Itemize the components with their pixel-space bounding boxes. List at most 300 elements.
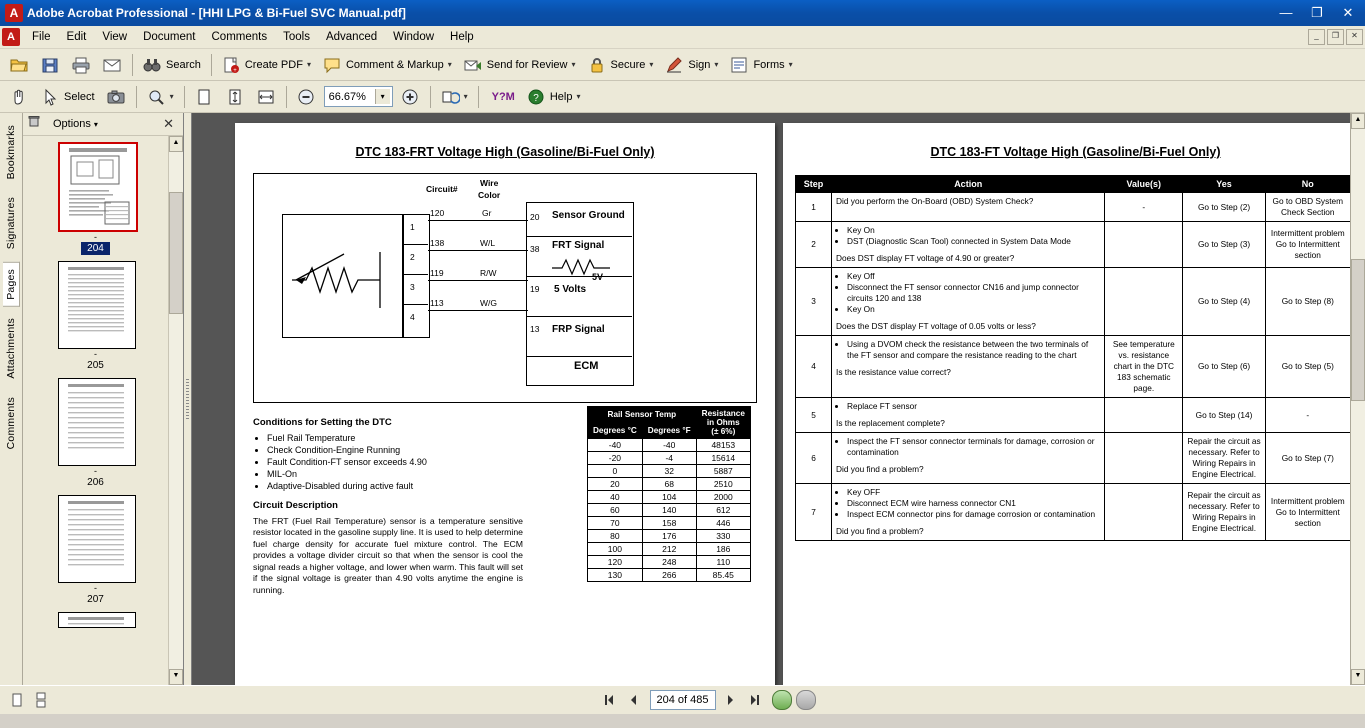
search-button[interactable] — [137, 51, 206, 78]
circuit-description-heading: Circuit Description — [253, 500, 338, 511]
diagnostic-steps-table — [795, 175, 1350, 541]
wire-color-wg: W/G — [480, 298, 497, 308]
email-button[interactable] — [97, 51, 127, 78]
action-bullet: • Inspect the FT sensor connector terminals for damage, corrosion or contamination — [847, 436, 1100, 458]
cell-ohms: 2510 — [696, 478, 750, 491]
page-layout-single-button[interactable] — [6, 689, 28, 711]
header-yes: Yes — [1183, 176, 1266, 193]
signal-frt: FRT Signal — [552, 240, 605, 251]
cell-ohms: 48153 — [696, 439, 750, 452]
signal-sensor-ground: Sensor Ground — [552, 210, 625, 221]
scrollbar-thumb[interactable] — [1351, 259, 1365, 401]
thumbnail-image — [58, 142, 138, 232]
header-values: Value(s) — [1105, 176, 1183, 193]
zoom-in-button[interactable] — [395, 83, 425, 110]
chevron-down-icon[interactable]: ▾ — [571, 60, 576, 69]
thumbnail-list[interactable] — [23, 136, 168, 685]
cell-yes: Repair the circuit as necessary. Refer to Wiring Repairs in Engine Electrical. — [1183, 433, 1266, 484]
cell-temp-f: -40 — [642, 439, 696, 452]
action-question: Did you perform the On-Board (OBD) System Check? — [836, 196, 1034, 206]
cell-step: 5 — [796, 398, 832, 433]
wire-color-gr: Gr — [482, 208, 492, 218]
signal-frp: FRP Signal — [552, 324, 605, 335]
cell-yes: Repair the circuit as necessary. Refer to Wiring Repairs in Engine Electrical. — [1183, 484, 1266, 541]
help-icon — [526, 87, 546, 107]
chevron-down-icon[interactable]: ▾ — [447, 60, 452, 69]
condition-item: • Fuel Rail Temperature — [267, 432, 757, 444]
splitter-grip-icon — [186, 379, 189, 419]
cell-temp-c: 0 — [588, 465, 643, 478]
chevron-down-icon[interactable]: ▾ — [93, 119, 98, 129]
main-area — [0, 113, 1365, 685]
document-icon: A — [2, 28, 20, 46]
cell-ohms: 612 — [696, 504, 750, 517]
send-review-icon — [463, 55, 483, 75]
cell-temp-c: 60 — [588, 504, 643, 517]
zoom-out-icon — [296, 87, 316, 107]
pdf-page-left — [235, 123, 775, 685]
window-close-button[interactable]: ✕ — [1342, 5, 1354, 20]
rotate-view-button[interactable] — [435, 83, 473, 110]
actual-size-icon — [194, 87, 214, 107]
circuit-138: 138 — [430, 238, 445, 248]
comment-markup-button[interactable] — [317, 51, 457, 78]
table-row — [796, 193, 1351, 222]
menu-comments[interactable]: Comments — [211, 31, 268, 43]
thumbnail-page-206[interactable] — [58, 378, 134, 489]
cell-temp-c: 80 — [588, 530, 643, 543]
resistance-header-l3: (± 6%) — [711, 427, 736, 436]
create-pdf-button[interactable] — [216, 51, 316, 78]
cell-yes: Go to Step (6) — [1183, 336, 1266, 398]
cell-value — [1105, 484, 1183, 541]
thumbnail-image — [58, 612, 136, 628]
circuit-113: 113 — [430, 298, 444, 308]
page-navigation-group — [598, 689, 816, 711]
cell-yes: Go to Step (4) — [1183, 268, 1266, 336]
action-question: Did you find a problem? — [836, 526, 924, 536]
fit-page-icon — [225, 87, 245, 107]
cell-temp-c: -20 — [588, 452, 643, 465]
printer-icon — [71, 55, 91, 75]
rail-tab-attachments[interactable]: Attachments — [3, 312, 19, 385]
degrees-f-header: Degrees °F — [642, 423, 696, 439]
cell-ohms: 110 — [696, 556, 750, 569]
scrollbar-track[interactable] — [169, 152, 183, 669]
secure-label: Secure — [610, 58, 646, 71]
header-step: Step — [796, 176, 832, 193]
table-row — [796, 484, 1351, 541]
conditions-heading: Conditions for Setting the DTC — [253, 417, 392, 428]
scroll-down-icon[interactable]: ▼ — [169, 669, 183, 685]
thumbnail-dash: - — [94, 583, 97, 593]
cell-value: See temperature vs. resistance chart in the DTC 183 schematic page. — [1105, 336, 1183, 398]
cell-no: Go to Step (7) — [1265, 433, 1350, 484]
cell-temp-f: 158 — [642, 517, 696, 530]
table-row — [588, 491, 751, 504]
degrees-c-header: Degrees °C — [588, 423, 643, 439]
menu-view[interactable]: View — [102, 31, 128, 43]
ecm-label: ECM — [574, 360, 599, 372]
cell-temp-c: 20 — [588, 478, 643, 491]
scroll-up-icon[interactable]: ▲ — [169, 136, 183, 152]
wire-color-wl: W/L — [480, 238, 496, 248]
pdf-page-right — [783, 123, 1350, 685]
cell-temp-f: 104 — [642, 491, 696, 504]
action-bullet: • Key Off — [847, 271, 1100, 282]
cursor-icon — [40, 87, 60, 107]
signal-5-volts: 5 Volts — [554, 284, 587, 295]
cell-temp-f: 176 — [642, 530, 696, 543]
wire-color-rw: R/W — [480, 268, 497, 278]
cell-temp-f: 32 — [642, 465, 696, 478]
toolbar-separator — [478, 86, 479, 108]
cell-ohms: 446 — [696, 517, 750, 530]
page-layout-continuous-button[interactable] — [30, 689, 52, 711]
chevron-down-icon[interactable]: ▾ — [306, 60, 311, 69]
toolbar-separator — [136, 86, 137, 108]
window-titlebar — [0, 0, 1365, 26]
navigation-rail — [0, 113, 23, 685]
thumbnail-image — [58, 378, 136, 466]
resistance-chart-table — [587, 406, 751, 582]
action-bullet: • Disconnect ECM wire harness connector CN1 — [847, 498, 1100, 509]
how-to-label: Y?M — [491, 90, 515, 103]
cell-ohms: 186 — [696, 543, 750, 556]
menu-bar — [0, 26, 1365, 49]
menu-document[interactable]: Document — [143, 31, 196, 43]
toolbar-separator — [430, 86, 431, 108]
folder-open-icon — [9, 55, 29, 75]
menu-edit[interactable]: Edit — [66, 31, 87, 43]
pages-navigation-pane — [23, 113, 184, 685]
action-question: Did you find a problem? — [836, 464, 924, 474]
cell-temp-f: 212 — [642, 543, 696, 556]
how-to-button[interactable] — [483, 83, 520, 110]
table-row — [588, 530, 751, 543]
rail-tab-bookmarks[interactable]: Bookmarks — [3, 119, 19, 185]
circuit-120: 120 — [430, 208, 445, 218]
action-bullets — [847, 487, 1100, 520]
view-toolbar — [0, 81, 1365, 113]
action-bullets — [847, 271, 1100, 315]
chevron-down-icon[interactable]: ▾ — [788, 60, 793, 69]
create-pdf-icon — [221, 55, 241, 75]
table-row — [588, 543, 751, 556]
thumbnail-page-204[interactable] — [58, 142, 134, 255]
table-row — [588, 439, 751, 452]
table-row — [588, 517, 751, 530]
condition-item: • Adaptive-Disabled during active fault — [267, 480, 757, 492]
cell-step: 4 — [796, 336, 832, 398]
rail-tab-signatures[interactable]: Signatures — [3, 191, 19, 255]
rail-sensor-temp-header: Rail Sensor Temp — [588, 407, 697, 423]
wire-header-2: Color — [478, 190, 501, 200]
cell-temp-f: 140 — [642, 504, 696, 517]
cell-temp-c: 70 — [588, 517, 643, 530]
cell-temp-f: 266 — [642, 569, 696, 582]
chevron-down-icon[interactable]: ▾ — [714, 60, 719, 69]
left-page-title: DTC 183-FRT Voltage High (Gasoline/Bi-Fuel Only) — [355, 145, 655, 159]
toolbar-separator — [286, 86, 287, 108]
help-button[interactable] — [521, 83, 586, 110]
cell-value — [1105, 222, 1183, 268]
fit-page-button[interactable] — [220, 83, 250, 110]
condition-item: • Check Condition-Engine Running — [267, 444, 757, 456]
header-action: Action — [832, 176, 1105, 193]
snapshot-button[interactable] — [101, 83, 131, 110]
thumbnail-page-number: 204 — [81, 242, 110, 255]
frt-circuit-schematic — [253, 173, 757, 403]
action-bullet: • DST (Diagnostic Scan Tool) connected in System Data Mode — [847, 236, 1100, 247]
cell-action — [832, 336, 1105, 398]
cell-temp-c: -40 — [588, 439, 643, 452]
chevron-down-icon[interactable]: ▾ — [463, 92, 468, 101]
action-question: Does the DST display FT voltage of 0.05 volts or less? — [836, 321, 1036, 331]
cell-no: - — [1265, 398, 1350, 433]
cell-no: Intermittent problem Go to Intermittent section — [1265, 222, 1350, 268]
condition-item: • MIL-On — [267, 468, 757, 480]
thumbnail-image — [58, 261, 136, 349]
scrollbar-track[interactable] — [1351, 129, 1365, 669]
table-header-row — [796, 176, 1351, 193]
hand-icon — [9, 87, 29, 107]
cell-temp-c: 120 — [588, 556, 643, 569]
document-close-button[interactable]: ✕ — [1346, 29, 1363, 45]
first-page-button[interactable] — [598, 689, 620, 711]
action-bullets — [847, 401, 1100, 412]
pane-splitter[interactable] — [184, 113, 192, 685]
save-button[interactable] — [35, 51, 65, 78]
action-bullet: • Key OFF — [847, 487, 1100, 498]
cell-no: Go to Step (8) — [1265, 268, 1350, 336]
action-bullets — [847, 339, 1100, 361]
cell-value — [1105, 433, 1183, 484]
cell-step: 3 — [796, 268, 832, 336]
chevron-down-icon[interactable]: ▾ — [576, 92, 581, 101]
sign-label: Sign — [688, 58, 711, 71]
cell-action — [832, 433, 1105, 484]
menu-window[interactable]: Window — [393, 31, 435, 43]
camera-icon — [106, 87, 126, 107]
fit-width-icon — [256, 87, 276, 107]
forms-button[interactable] — [724, 51, 797, 78]
actual-size-button[interactable] — [189, 83, 219, 110]
menu-file[interactable]: File — [32, 31, 51, 43]
resistance-header — [696, 407, 750, 439]
action-bullets — [847, 225, 1100, 247]
cell-step: 7 — [796, 484, 832, 541]
document-restore-button[interactable]: ❐ — [1327, 29, 1344, 45]
page-number-field[interactable]: 204 of 485 — [650, 690, 716, 710]
secure-button[interactable] — [582, 51, 659, 78]
thumbnail-page-207[interactable] — [58, 495, 134, 606]
floppy-disk-icon — [40, 55, 60, 75]
pin-4: 4 — [410, 312, 415, 322]
circuit-119: 119 — [430, 268, 444, 278]
select-tool-button[interactable] — [35, 83, 100, 110]
action-question: Is the replacement complete? — [836, 418, 945, 428]
create-pdf-label: Create PDF — [244, 58, 303, 71]
cell-value: - — [1105, 193, 1183, 222]
table-row — [588, 504, 751, 517]
previous-page-button[interactable] — [622, 689, 644, 711]
next-page-button[interactable] — [720, 689, 742, 711]
document-view[interactable] — [192, 113, 1350, 685]
connector-pins — [402, 214, 430, 338]
table-row — [796, 336, 1351, 398]
cell-no: Intermittent problem Go to Intermittent section — [1265, 484, 1350, 541]
svg-text:+: + — [233, 67, 237, 74]
fit-width-button[interactable] — [251, 83, 281, 110]
thumbnail-scrollbar[interactable] — [168, 136, 183, 685]
scroll-up-icon[interactable]: ▲ — [1351, 113, 1365, 129]
cell-ohms: 2000 — [696, 491, 750, 504]
resistance-header-l1: Resistance — [701, 409, 745, 418]
action-bullet: • Inspect ECM connector pins for damage corrosion or contamination — [847, 509, 1100, 520]
table-row — [588, 569, 751, 582]
cell-yes: Go to Step (3) — [1183, 222, 1266, 268]
cell-ohms: 15614 — [696, 452, 750, 465]
header-no: No — [1265, 176, 1350, 193]
cell-value — [1105, 398, 1183, 433]
thumbnail-page-205[interactable] — [58, 261, 134, 372]
window-title: Adobe Acrobat Professional - [HHI LPG & Bi-Fuel SVC Manual.pdf] — [27, 6, 406, 20]
send-for-review-label: Send for Review — [486, 58, 568, 71]
action-bullet: • Using a DVOM check the resistance between the two terminals of the FT sensor and compare the resistance reading to the chart — [847, 339, 1100, 361]
pen-icon — [664, 55, 684, 75]
open-file-button[interactable] — [4, 51, 34, 78]
zoom-tool-button[interactable] — [141, 83, 179, 110]
toolbar-separator — [211, 54, 212, 76]
binoculars-icon — [142, 55, 162, 75]
wire-header-1: Wire — [480, 178, 499, 188]
cell-temp-c: 130 — [588, 569, 643, 582]
print-button[interactable] — [66, 51, 96, 78]
cell-value — [1105, 268, 1183, 336]
envelope-icon — [102, 55, 122, 75]
thumbnail-image — [58, 495, 136, 583]
action-bullet: • Key On — [847, 225, 1100, 236]
scrollbar-thumb[interactable] — [169, 192, 183, 314]
last-page-button[interactable] — [744, 689, 766, 711]
zoom-input[interactable] — [327, 90, 375, 104]
rail-tab-pages[interactable]: Pages — [3, 262, 20, 307]
cell-action — [832, 193, 1105, 222]
acrobat-app-icon: A — [5, 4, 23, 22]
forms-icon — [729, 55, 749, 75]
cell-step: 6 — [796, 433, 832, 484]
pin-2: 2 — [410, 252, 415, 262]
condition-item: • Fault Condition-FT sensor exceeds 4.90 — [267, 456, 757, 468]
chevron-down-icon[interactable]: ▾ — [169, 92, 174, 101]
table-row — [588, 452, 751, 465]
cell-ohms: 5887 — [696, 465, 750, 478]
comment-icon — [322, 55, 342, 75]
close-pane-button[interactable]: ✕ — [163, 116, 174, 131]
cell-ohms: 330 — [696, 530, 750, 543]
right-page-title: DTC 183-FT Voltage High (Gasoline/Bi-Fuel Only) — [930, 145, 1221, 159]
hand-tool-button[interactable] — [4, 83, 34, 110]
window-maximize-button[interactable]: ❐ — [1311, 5, 1323, 20]
cell-action — [832, 268, 1105, 336]
previous-view-button[interactable] — [772, 690, 792, 710]
cell-step: 2 — [796, 222, 832, 268]
page-container — [192, 113, 1350, 685]
ecm-pin-13: 13 — [530, 324, 540, 334]
rail-tab-comments[interactable]: Comments — [3, 391, 19, 455]
thumbnail-page-208[interactable] — [58, 612, 134, 628]
circuit-description-section — [253, 500, 523, 596]
chevron-down-icon[interactable]: ▾ — [375, 89, 390, 104]
pullup-voltage-label: 5V — [592, 272, 604, 282]
magnifier-icon — [146, 87, 166, 107]
menu-help[interactable]: Help — [450, 31, 474, 43]
cell-no: Go to Step (5) — [1265, 336, 1350, 398]
table-row — [796, 268, 1351, 336]
cell-yes: Go to Step (14) — [1183, 398, 1266, 433]
cell-temp-c: 40 — [588, 491, 643, 504]
zoom-in-icon — [400, 87, 420, 107]
document-minimize-button[interactable]: _ — [1308, 29, 1325, 45]
action-question: Does DST display FT voltage of 4.90 or greater? — [836, 253, 1015, 263]
pages-options-label[interactable]: Options — [53, 118, 91, 130]
action-bullet: • Replace FT sensor — [847, 401, 1100, 412]
cell-action — [832, 484, 1105, 541]
cell-temp-f: 68 — [642, 478, 696, 491]
send-for-review-button[interactable] — [458, 51, 581, 78]
circuit-description-text: The FRT (Fuel Rail Temperature) sensor is a temperature sensitive resistor located in the gasoline supply line. It is used to help determine fuel charge density for accurate fuel mixture control. The ECM provides a voltage divider circuit so that when the sensor is cool the signal reads a higher voltage, and lower when warm. This fault will set if the signal voltage is greater than 4.90 volts anytime the engine is running. — [253, 515, 523, 595]
sign-button[interactable] — [659, 51, 723, 78]
select-tool-label: Select — [64, 90, 95, 103]
ecm-pin-20: 20 — [530, 212, 540, 222]
status-bar — [0, 685, 1365, 714]
thumbnail-page-number: 205 — [87, 360, 104, 371]
thumbnail-page-number: 207 — [87, 594, 104, 605]
trash-icon[interactable] — [27, 114, 47, 134]
thumbnail-dash: - — [94, 232, 97, 242]
toolbar-separator — [132, 54, 133, 76]
cell-temp-f: 248 — [642, 556, 696, 569]
zoom-out-button[interactable] — [291, 83, 321, 110]
comment-markup-label: Comment & Markup — [345, 58, 444, 71]
next-view-button[interactable] — [796, 690, 816, 710]
menu-tools[interactable]: Tools — [283, 31, 310, 43]
table-row — [796, 433, 1351, 484]
search-button-label: Search — [166, 58, 201, 71]
cell-temp-c: 100 — [588, 543, 643, 556]
thumbnail-page-number: 206 — [87, 477, 104, 488]
circuit-header: Circuit# — [426, 184, 458, 194]
action-bullet: • Disconnect the FT sensor connector CN16 and jump connector circuits 120 and 138 — [847, 282, 1100, 304]
thumbnail-dash: - — [94, 349, 97, 359]
cell-action — [832, 222, 1105, 268]
chevron-down-icon[interactable]: ▾ — [649, 60, 654, 69]
ecm-pin-38: 38 — [530, 244, 540, 254]
action-bullet: • Key On — [847, 304, 1100, 315]
menu-advanced[interactable]: Advanced — [325, 31, 378, 43]
scroll-down-icon[interactable]: ▼ — [1351, 669, 1365, 685]
main-toolbar — [0, 49, 1365, 81]
window-minimize-button[interactable]: — — [1279, 5, 1293, 20]
zoom-level-field[interactable] — [324, 86, 393, 107]
document-scrollbar[interactable] — [1350, 113, 1365, 685]
svg-text:?: ? — [533, 92, 539, 104]
resistance-header-l2: in Ohms — [706, 418, 740, 427]
table-row — [796, 398, 1351, 433]
cell-yes: Go to Step (2) — [1183, 193, 1266, 222]
cell-temp-f: -4 — [642, 452, 696, 465]
